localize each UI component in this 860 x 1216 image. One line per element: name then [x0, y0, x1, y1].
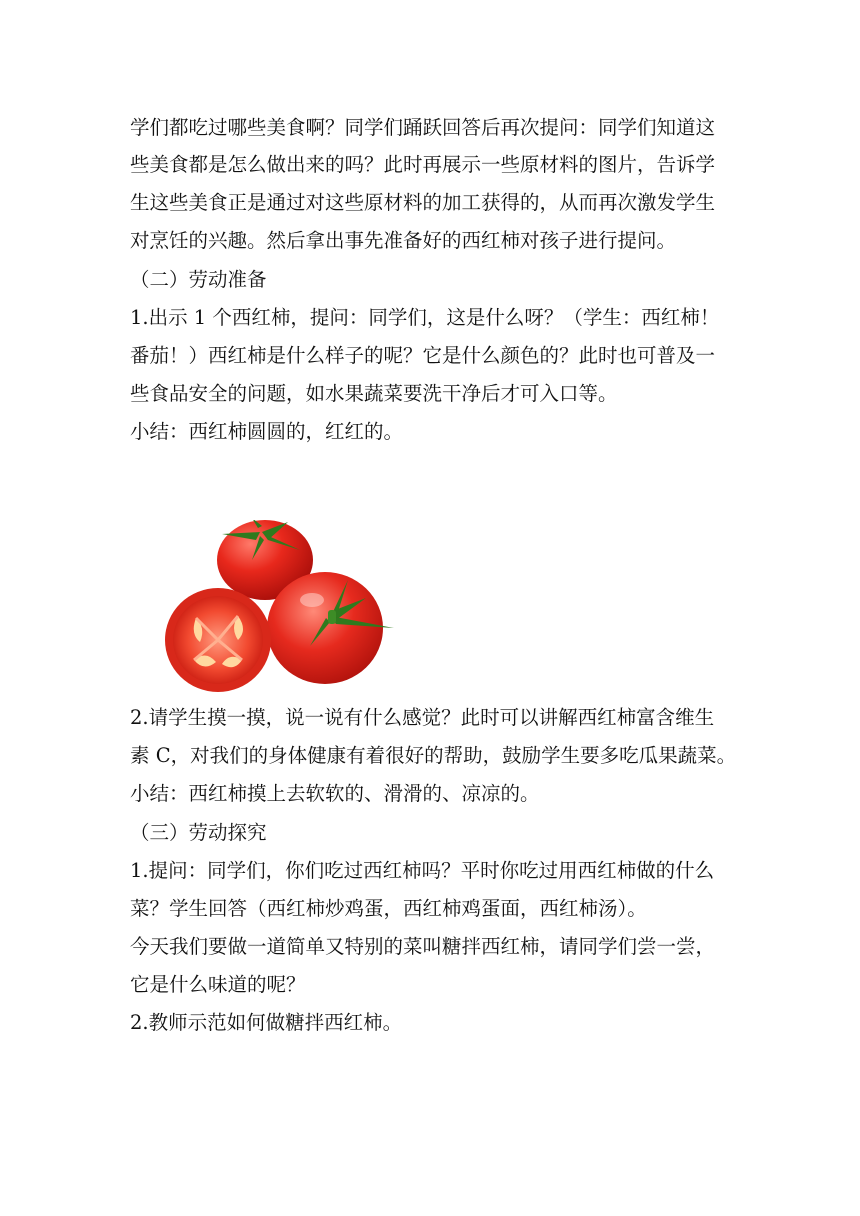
paragraph-line: 1.提问：同学们，你们吃过西红柿吗？平时你吃过用西红柿做的什么 [130, 859, 715, 882]
paragraph-line: 它是什么味道的呢？ [130, 973, 306, 996]
paragraph-line: 2.请学生摸一摸，说一说有什么感觉？此时可以讲解西红柿富含维生 [130, 706, 715, 729]
paragraph-line: 2.教师示范如何做糖拌西红柿。 [130, 1011, 403, 1034]
section-heading: （三）劳动探究 [130, 821, 267, 844]
paragraph-line: 番茄！）西红柿是什么样子的呢？它是什么颜色的？此时也可普及一 [130, 344, 716, 367]
summary-line: 小结：西红柿圆圆的，红红的。 [130, 420, 404, 443]
summary-line: 小结：西红柿摸上去软软的、滑滑的、凉凉的。 [130, 782, 540, 805]
paragraph-line: 1.出示 1 个西红柿，提问：同学们，这是什么呀？（学生：西红柿！ [130, 306, 720, 329]
paragraph-line: 生这些美食正是通过对这些原材料的加工获得的，从而再次激发学生 [130, 191, 716, 214]
paragraph-line: 素 C，对我们的身体健康有着很好的帮助，鼓励学生要多吃瓜果蔬菜。 [130, 744, 737, 767]
tomatoes-image [160, 520, 400, 695]
paragraph-line: 菜？学生回答（西红柿炒鸡蛋，西红柿鸡蛋面，西红柿汤）。 [130, 897, 647, 920]
paragraph-line: 对烹饪的兴趣。然后拿出事先准备好的西红柿对孩子进行提问。 [130, 229, 677, 252]
section-heading: （二）劳动准备 [130, 268, 267, 291]
paragraph-line: 今天我们要做一道简单又特别的菜叫糖拌西红柿，请同学们尝一尝， [130, 935, 716, 958]
paragraph-line: 些食品安全的问题，如水果蔬菜要洗干净后才可入口等。 [130, 382, 618, 405]
paragraph-line: 些美食都是怎么做出来的吗？此时再展示一些原材料的图片，告诉学 [130, 153, 716, 176]
paragraph-line: 学们都吃过哪些美食啊？同学们踊跃回答后再次提问：同学们知道这 [130, 116, 716, 139]
